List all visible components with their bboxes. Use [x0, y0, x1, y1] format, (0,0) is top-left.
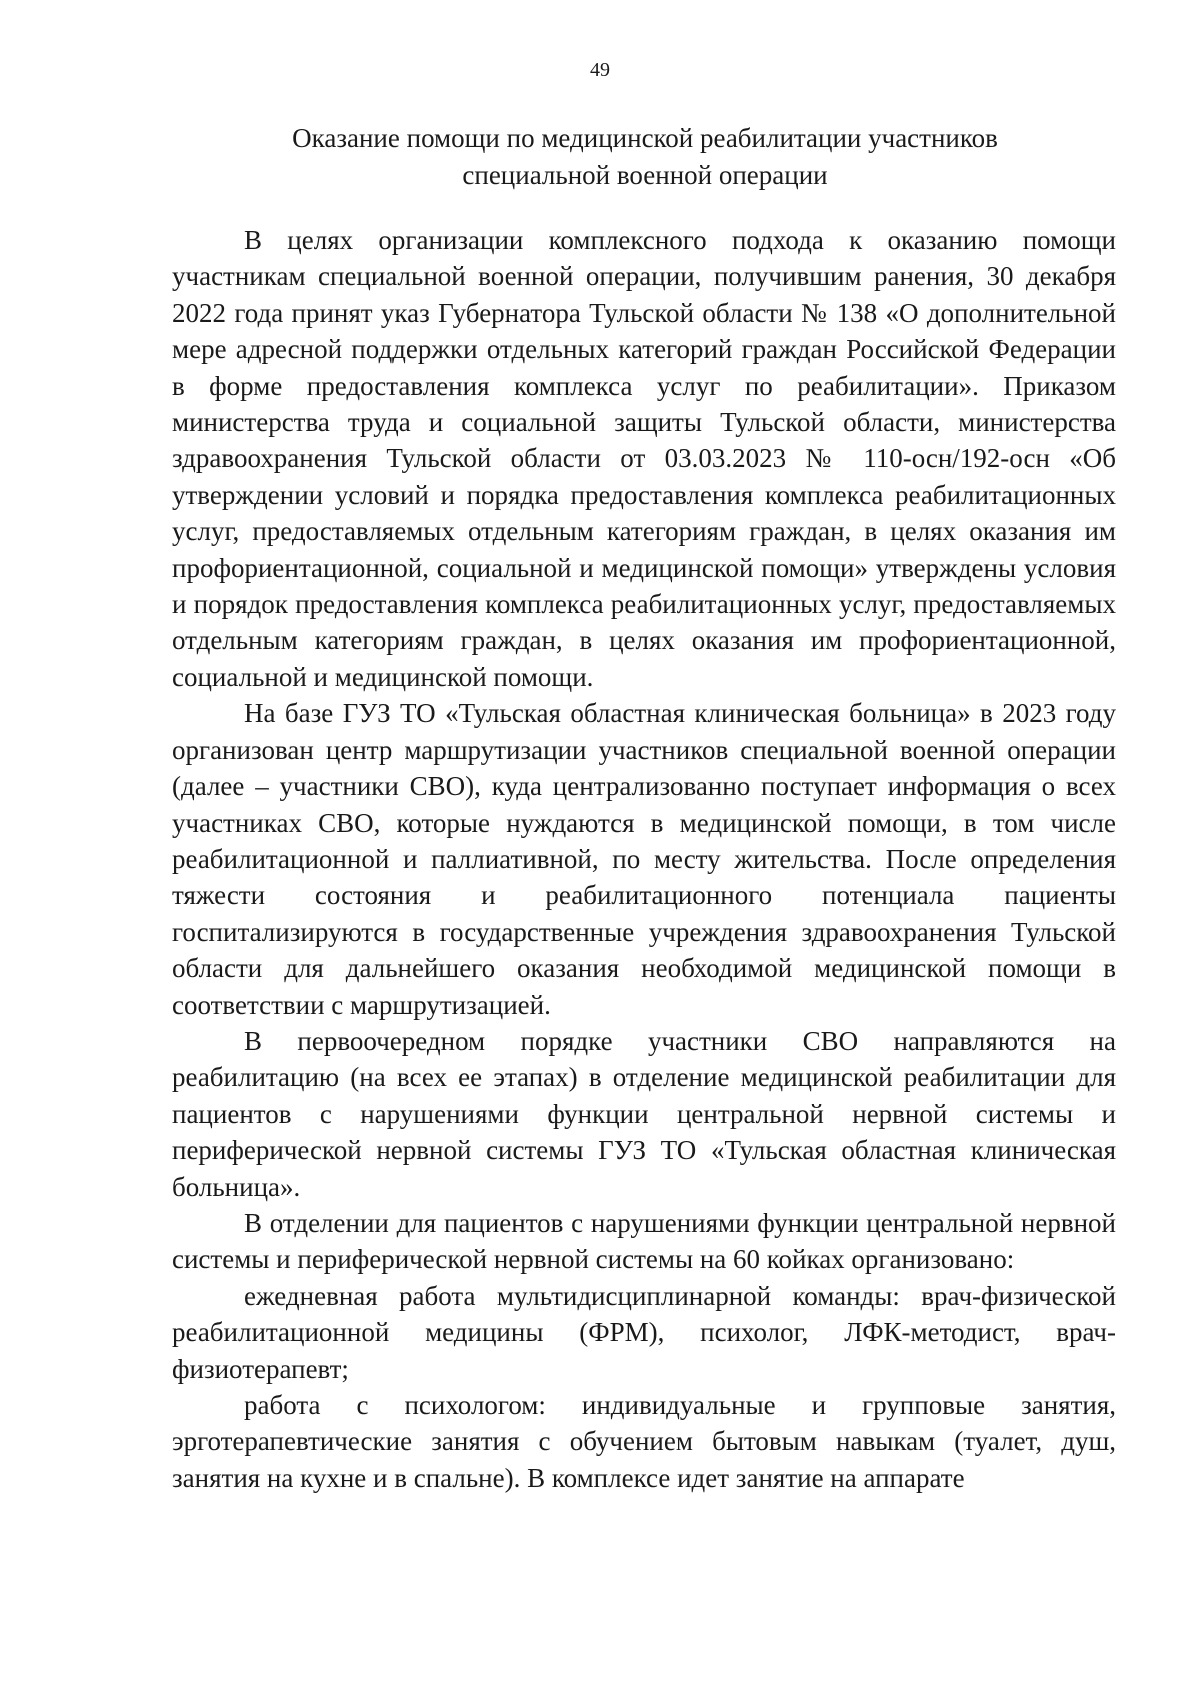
paragraph-decree: В целях организации комплексного подхода к оказанию помощи участникам специальной военной операции, получившим ранения, 30 декабря 2022 года принят указ Губернатора Тульской области № 138 «О дополнительной мере адресной поддержки отдельных категорий граждан Российской Федерации в форме предоставления комплекса услуг по реабилитации». Приказом министерства труда и социальной защиты Тульской области, министерства здравоохранения Тульской области от 03.03.2023 № 110-осн/192-осн «Об утверждении условий и порядка предоставления комплекса реабилитационных услуг, предоставляемых отдельным категориям граждан, в целях оказания им профориентационной, социальной и медицинской помощи» утверждены условия и порядок предоставления комплекса реабилитационных услуг, предоставляемых отдельным категориям граждан, в целях оказания им профориентационной, социальной и медицинской помощи.	[172, 225, 1116, 692]
document-body	[172, 222, 1116, 1496]
page-number: 49	[590, 59, 610, 81]
paragraph-department: В отделении для пациентов с нарушениями функции центральной нервной системы и периферической нервной системы на 60 койках организовано:	[172, 1207, 1116, 1275]
paragraph-psychologist: работа с психологом: индивидуальные и групповые занятия, эрготерапевтические занятия с обучением бытовым навыкам (туалет, душ, занятия на кухне и в спальне). В комплексе идет занятие на аппарате	[172, 1390, 1116, 1493]
document-title-line-1: Оказание помощи по медицинской реабилитации участников	[292, 123, 998, 153]
paragraph-priority-rehab: В первоочередном порядке участники СВО направляются на реабилитацию (на всех ее этапах) в отделение медицинской реабилитации для пациентов с нарушениями функции центральной нервной системы и периферической нервной системы ГУЗ ТО «Тульская областная клиническая больница».	[172, 1025, 1116, 1202]
document-title-line-2: специальной военной операции	[462, 160, 828, 190]
paragraph-routing-center: На базе ГУЗ ТО «Тульская областная клиническая больница» в 2023 году организован центр маршрутизации участников специальной военной операции (далее – участники СВО), куда централизованно поступает информация о всех участниках СВО, которые нуждаются в медицинской помощи, в том числе реабилитационной и паллиативной, по месту жительства. После определения тяжести состояния и реабилитационного потенциала пациенты госпитализируются в государственные учреждения здравоохранения Тульской области для дальнейшего оказания необходимой медицинской помощи в соответствии с маршрутизацией.	[172, 698, 1116, 1020]
document-title	[200, 120, 1090, 194]
paragraph-team: ежедневная работа мультидисциплинарной команды: врач-физической реабилитационной медицины (ФРМ), психолог, ЛФК-методист, врач-физиотерапевт;	[172, 1280, 1116, 1384]
